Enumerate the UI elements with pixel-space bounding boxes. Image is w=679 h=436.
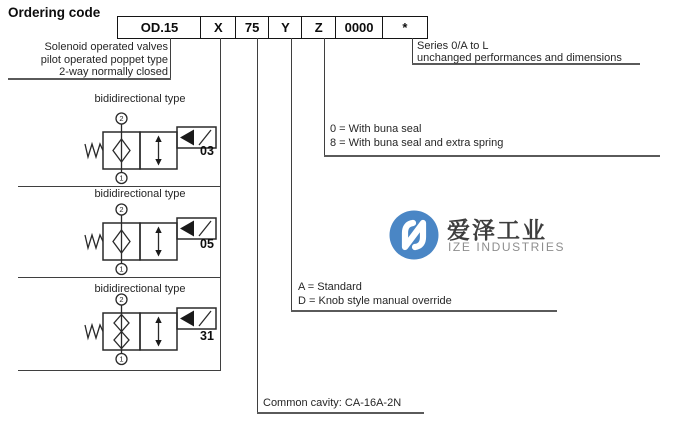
spring-icon [85,325,103,338]
code-segment-type: X [200,16,236,39]
seal-line-2: 8 = With buna seal and extra spring [330,136,504,149]
ordering-code-row [117,16,428,39]
solenoid-slash-icon [199,130,211,145]
solenoid-triangle-icon [180,221,194,237]
underline-cavity [257,412,424,414]
code-segment-model: OD.15 [117,16,202,39]
valve-symbol-05 [83,202,218,276]
section-separator-1 [18,186,221,187]
spring-icon [85,235,103,248]
port-2-label: 2 [119,295,124,304]
section-separator-2 [18,277,221,278]
model-line-3: 2-way normally closed [59,66,168,78]
cavity-line-1: Common cavity: CA-16A-2N [263,397,402,409]
port-2-label: 2 [119,114,124,123]
solenoid-triangle-icon [180,130,194,146]
model-line-2: pilot operated poppet type [40,53,168,66]
solenoid-triangle-icon [180,311,194,327]
arrow-up-icon [155,136,161,143]
page-title: Ordering code [8,5,101,20]
seal-line-1: 0 = With buna seal [330,123,422,135]
connector-cavity [257,38,258,413]
watermark-chinese-name: 爱泽工业 [447,217,547,243]
ize-logo-icon [388,207,440,263]
arrow-down-icon [155,159,161,166]
model-line-1: Solenoid operated valves [44,41,168,53]
section-3-type-label: bididirectional type [94,283,186,295]
override-line-2: D = Knob style manual override [298,294,452,307]
underline-override [291,310,557,312]
arrow-up-icon [155,227,161,234]
cavity-description [263,397,401,411]
valve-code-03: 03 [200,144,214,158]
series-line-2: unchanged performances and dimensions [417,51,622,64]
override-description [298,281,452,308]
connector-type [220,38,221,370]
connector-series [412,38,413,64]
connector-override [291,38,292,311]
arrow-down-icon [155,340,161,347]
model-description [0,41,168,79]
connector-model [170,38,171,79]
valve-code-31: 31 [200,329,214,343]
code-segment-voltage: 0000 [335,16,384,39]
port-1-label: 1 [119,264,124,274]
port-1-label: 1 [119,173,124,183]
series-line-1: Series 0/A to L [417,39,489,52]
code-segment-seal: Z [301,16,336,39]
section-1-type-label: bididirectional type [94,93,186,105]
solenoid-slash-icon [199,311,211,326]
override-line-1: A = Standard [298,281,362,293]
watermark-english-name: IZE INDUSTRIES [448,240,566,254]
series-description [417,40,622,64]
arrow-up-icon [155,317,161,324]
code-segment-series: * [382,16,428,39]
seal-description [330,123,503,150]
section-2-type-label: bididirectional type [94,188,186,200]
connector-seal [324,38,325,157]
underline-seal [324,155,660,157]
solenoid-slash-icon [199,221,211,236]
port-2-label: 2 [119,205,124,214]
valve-symbol-31 [83,292,218,366]
valve-symbol-03 [83,111,218,185]
code-segment-cavity: 75 [235,16,270,39]
port-1-label: 1 [119,354,124,364]
arrow-down-icon [155,250,161,257]
section-separator-3 [18,370,221,371]
spring-icon [85,144,103,157]
code-segment-override: Y [268,16,303,39]
valve-code-05: 05 [200,237,214,251]
